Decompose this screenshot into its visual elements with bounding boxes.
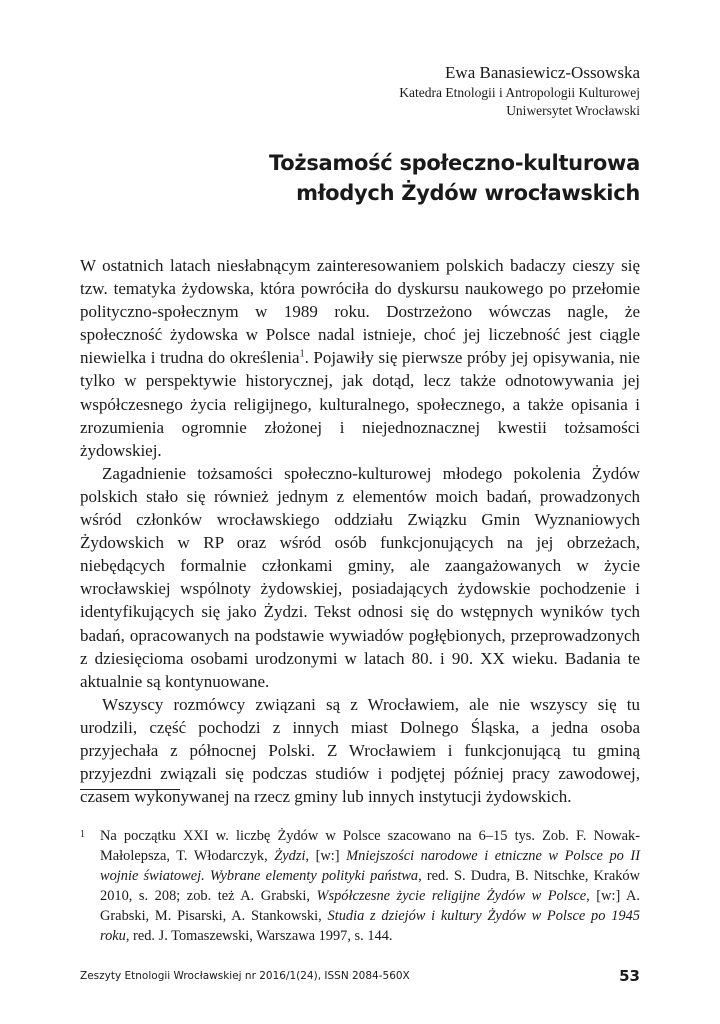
title-line-1: Tożsamość społeczno-kulturowa	[269, 151, 640, 175]
journal-citation: Zeszyty Etnologii Wrocławskiej nr 2016/1(24), ISSN 2084-560X	[80, 970, 410, 982]
article-title	[269, 148, 640, 208]
footnote-italic-title: Mniejszości narodowe i etniczne w Polsce po II wojnie światowej. Wybrane elementy polityki państwa	[100, 848, 640, 884]
page-number: 53	[619, 967, 640, 985]
footnote-text-part: , [w:]	[305, 848, 347, 864]
article-body	[80, 254, 640, 808]
paragraph-1-text-a: W ostatnich latach niesłabnącym zainteresowaniem polskich badaczy cieszy się tzw. tematyka żydowska, która powróciła do dyskursu naukowego po przełomie polityczno-społecznym w 1989 roku. Dostrzeżono wówczas nagle, że społeczność żydowska w Polsce nadal istnieje, choć jej liczebność jest ciągle niewielka i trudna do określenia	[80, 256, 640, 368]
footnote-separator	[80, 789, 180, 790]
footnote-text-part: , red. J. Tomaszewski, Warszawa 1997, s. 144.	[125, 928, 393, 944]
footnote-italic-title: Współczesne życie religijne Żydów w Polsce	[316, 888, 587, 904]
author-name: Ewa Banasiewicz-Ossowska	[445, 63, 640, 82]
affiliation-university: Uniwersytet Wrocławski	[506, 103, 640, 118]
paragraph-3: Wszyscy rozmówcy związani są z Wrocławiem, ale nie wszyscy się tu urodzili, część pochodzi z innych miast Dolnego Śląska, a jedna osoba przyjechała z północnej Polski. Z Wrocławiem i funkcjonującą tu gminą przyjezdni związali się podczas studiów i podjętej później pracy zawodowej, czasem wykonywanej na rzecz gminy lub innych instytucji żydowskich.	[80, 694, 640, 807]
footnote-reference[interactable]: 1	[299, 348, 305, 360]
footnote-italic-title: Żydzi	[274, 848, 306, 864]
footnote	[80, 826, 640, 946]
paragraph-2: Zagadnienie tożsamości społeczno-kulturowej młodego pokolenia Żydów polskich stało się również jednym z elementów moich badań, prowadzonych wśród członków wrocławskiego oddziału Związku Gmin Wyznaniowych Żydowskich w RP oraz wśród osób funkcjonujących na jej obrzeżach, niebędących formalnie członkami gminy, ale zaangażowanych w życie wrocławskiej wspólnoty żydowskiej, posiadających żydowskie pochodzenie i identyfikujących się jako Żydzi. Tekst odnosi się do wstępnych wyników tych badań, opracowanych na podstawie wywiadów pogłębionych, przeprowadzonych z dziesięcioma osobami urodzonymi w latach 80. i 90. XX wieku. Badania te aktualnie są kontynuowane.	[80, 463, 640, 691]
footnote-text-part: Na początku XXI w. liczbę Żydów w Polsce szacowano na 6–15 tys. Zob. F. Nowak-Małolepsza, T. Włodarczyk,	[100, 828, 640, 864]
title-line-2: młodych Żydów wrocławskich	[296, 181, 640, 205]
footnote-text	[100, 826, 640, 946]
author-block	[399, 62, 640, 120]
paragraph-1	[80, 254, 640, 462]
footnote-text-part: , red. S. Dudra, B. Nitschke, Kraków 2010, s. 208; zob. też A. Grabski,	[100, 868, 640, 904]
footnote-italic-title: Studia z dziejów i kultury Żydów w Polsce po 1945 roku	[100, 908, 640, 944]
footnote-number: 1	[80, 829, 85, 840]
page-footer	[80, 967, 640, 987]
footnote-text-part: , [w:] A. Grabski, M. Pisarski, A. Stankowski,	[100, 888, 640, 924]
affiliation-department: Katedra Etnologii i Antropologii Kulturowej	[399, 85, 640, 100]
paragraph-1-text-b: . Pojawiły się pierwsze próby jej opisywania, nie tylko w perspektywie historycznej, jak dotąd, lecz także odnotowywania jej współczesnego życia religijnego, kulturalnego, społecznego, a także opisania i zrozumienia ogromnie złożonej i niejednoznacznej kwestii tożsamości żydowskiej.	[80, 348, 640, 460]
